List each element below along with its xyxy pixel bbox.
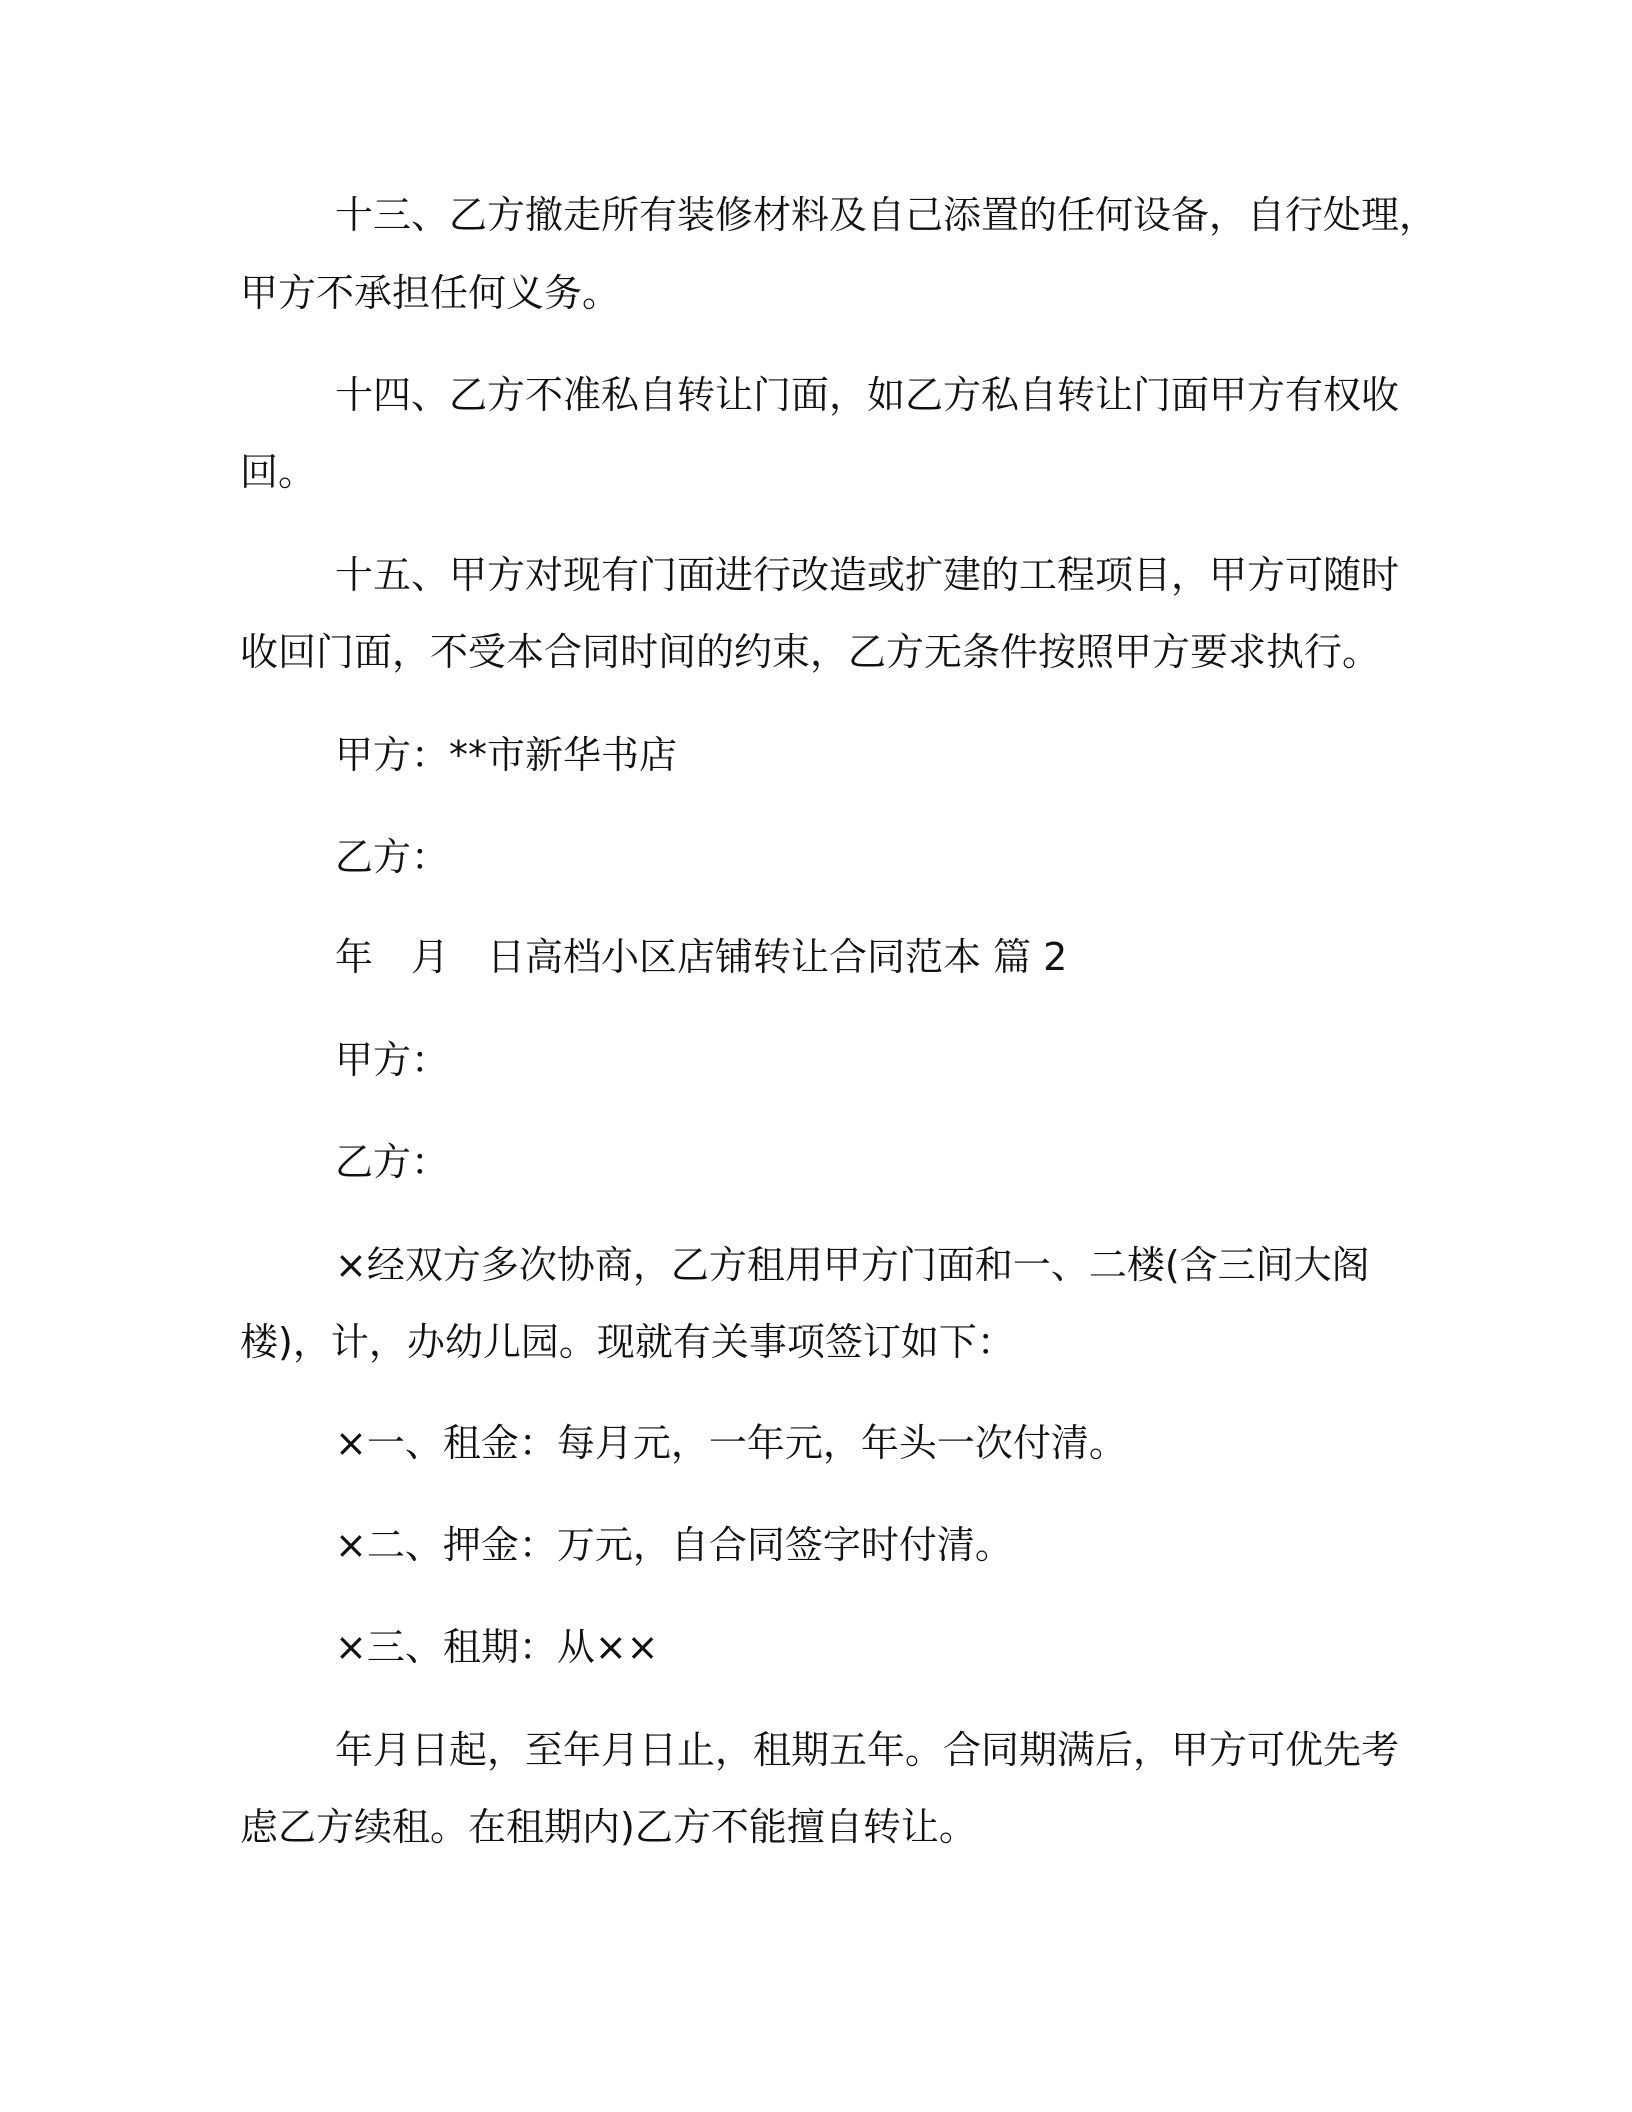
clause-15-line-2: 收回门面，不受本合同时间的约束，乙方无条件按照甲方要求执行。 — [240, 630, 1381, 674]
term-line-1: 年月日起，至年月日止，租期五年。合同期满后，甲方可优先考 — [335, 1728, 1400, 1772]
party-b-line: 乙方： — [335, 835, 450, 879]
intro-line-1: ×经双方多次协商，乙方租用甲方门面和一、二楼(含三间大阁 — [335, 1243, 1370, 1287]
item-2-line: ×二、押金：万元，自合同签字时付清。 — [335, 1523, 1013, 1567]
clause-13-line-2: 甲方不承担任何义务。 — [240, 271, 621, 315]
item-1-line: ×一、租金：每月元，一年元，年头一次付清。 — [335, 1421, 1127, 1465]
clause-13-line-1: 十三、乙方撤走所有装修材料及自己添置的任何设备，自行处理， — [335, 193, 1438, 237]
clause-14-line-1: 十四、乙方不准私自转让门面，如乙方私自转让门面甲方有权收 — [335, 373, 1400, 417]
term-line-2: 虑乙方续租。在租期内)乙方不能擅自转让。 — [240, 1805, 977, 1849]
party-a-2-line: 甲方： — [335, 1038, 450, 1082]
party-b-2-line: 乙方： — [335, 1140, 450, 1184]
clause-15-line-1: 十五、甲方对现有门面进行改造或扩建的工程项目，甲方可随时 — [335, 553, 1400, 597]
item-3-line: ×三、租期：从×× — [335, 1625, 659, 1669]
date-heading-line: 年 月 日高档小区店铺转让合同范本 篇 2 — [335, 935, 1068, 979]
party-a-line: 甲方：**市新华书店 — [335, 733, 678, 777]
intro-line-2: 楼)，计，办幼儿园。现就有关事项签订如下： — [240, 1320, 1015, 1364]
clause-14-line-2: 回。 — [240, 450, 317, 494]
